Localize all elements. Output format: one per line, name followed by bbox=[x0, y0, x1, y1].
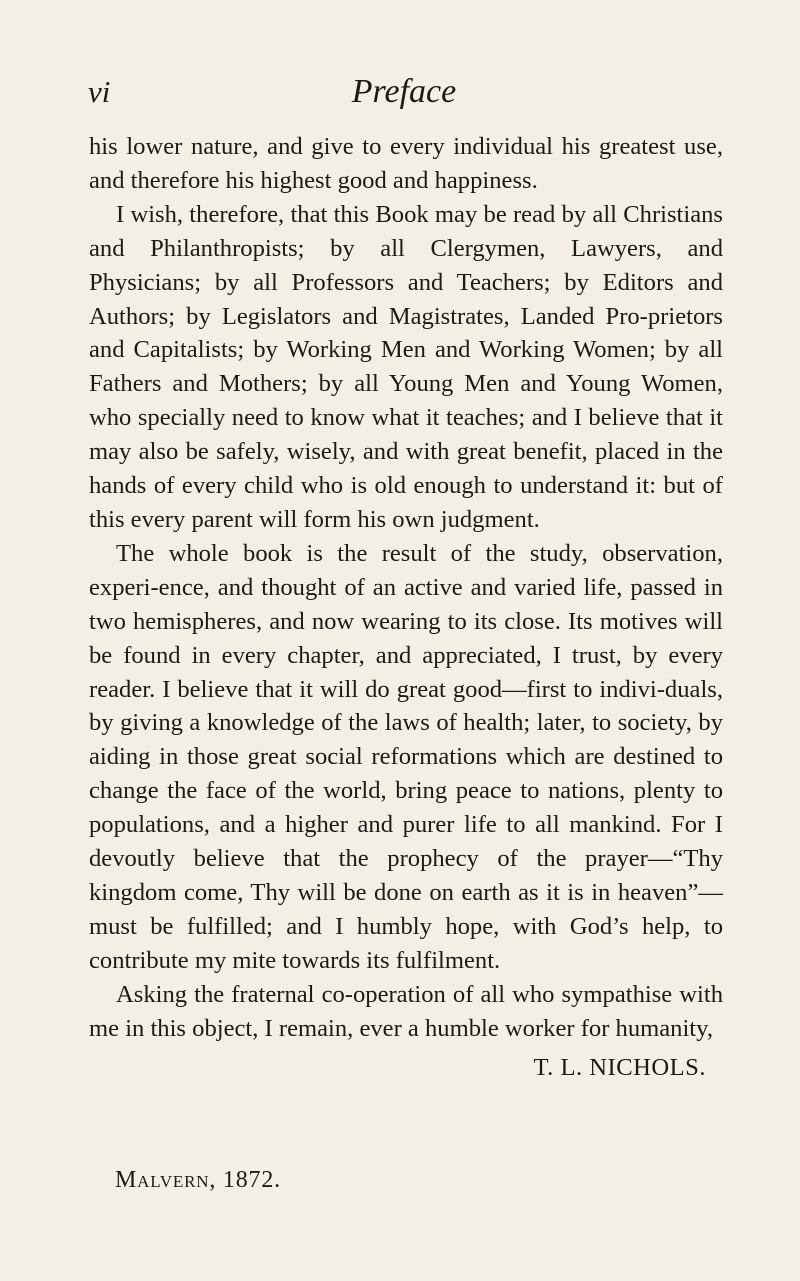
author-signature: T. L. NICHOLS. bbox=[533, 1054, 706, 1081]
paragraph-continued: his lower nature, and give to every individual his greatest use, and therefore his highest good and happiness. bbox=[89, 133, 723, 194]
paragraph-whole-book: The whole book is the result of the study, observation, experi-ence, and thought of an active and varied life, passed in two hemispheres, and now wearing to its close. Its motives will be found in every chapter, and appreciated, I trust, by every reader. I believe that it will do great good—first to indivi-duals, by giving a knowledge of the laws of health; later, to society, by aiding in those great social reformations which are destined to change the face of the world, bring peace to nations, plenty to populations, and a higher and purer life to all mankind. For I devoutly believe that the prophecy of the prayer—“Thy kingdom come, Thy will be done on earth as it is in heaven”—must be fulfilled; and I humbly hope, with God’s help, to contribute my mite towards its fulfilment. bbox=[89, 539, 723, 974]
section-title: Preface bbox=[351, 73, 457, 110]
paragraph-closing: Asking the fraternal co-operation of all who sympathise with me in this object, I remain, ever a humble worker for humanity, bbox=[89, 980, 723, 1042]
running-head bbox=[0, 72, 800, 112]
paragraph-wish: I wish, therefore, that this Book may be read by all Christians and Philanthropists; by all Clergymen, Lawyers, and Physicians; by all Professors and Teachers; by Editors and Authors; by Legislators and Magistrates, Landed Pro-prietors and Capitalists; by Working Men and Working Women; by all Fathers and Mothers; by all Young Men and Young Women, who specially need to know what it teaches; and I believe that it may also be safely, wisely, and with great benefit, placed in the hands of every child who is old enough to understand it: but of this every parent will form his own judgment. bbox=[89, 200, 723, 533]
page-number: vi bbox=[88, 74, 111, 109]
place-date: Malvern, 1872. bbox=[115, 1167, 281, 1193]
body-text bbox=[89, 130, 723, 1045]
